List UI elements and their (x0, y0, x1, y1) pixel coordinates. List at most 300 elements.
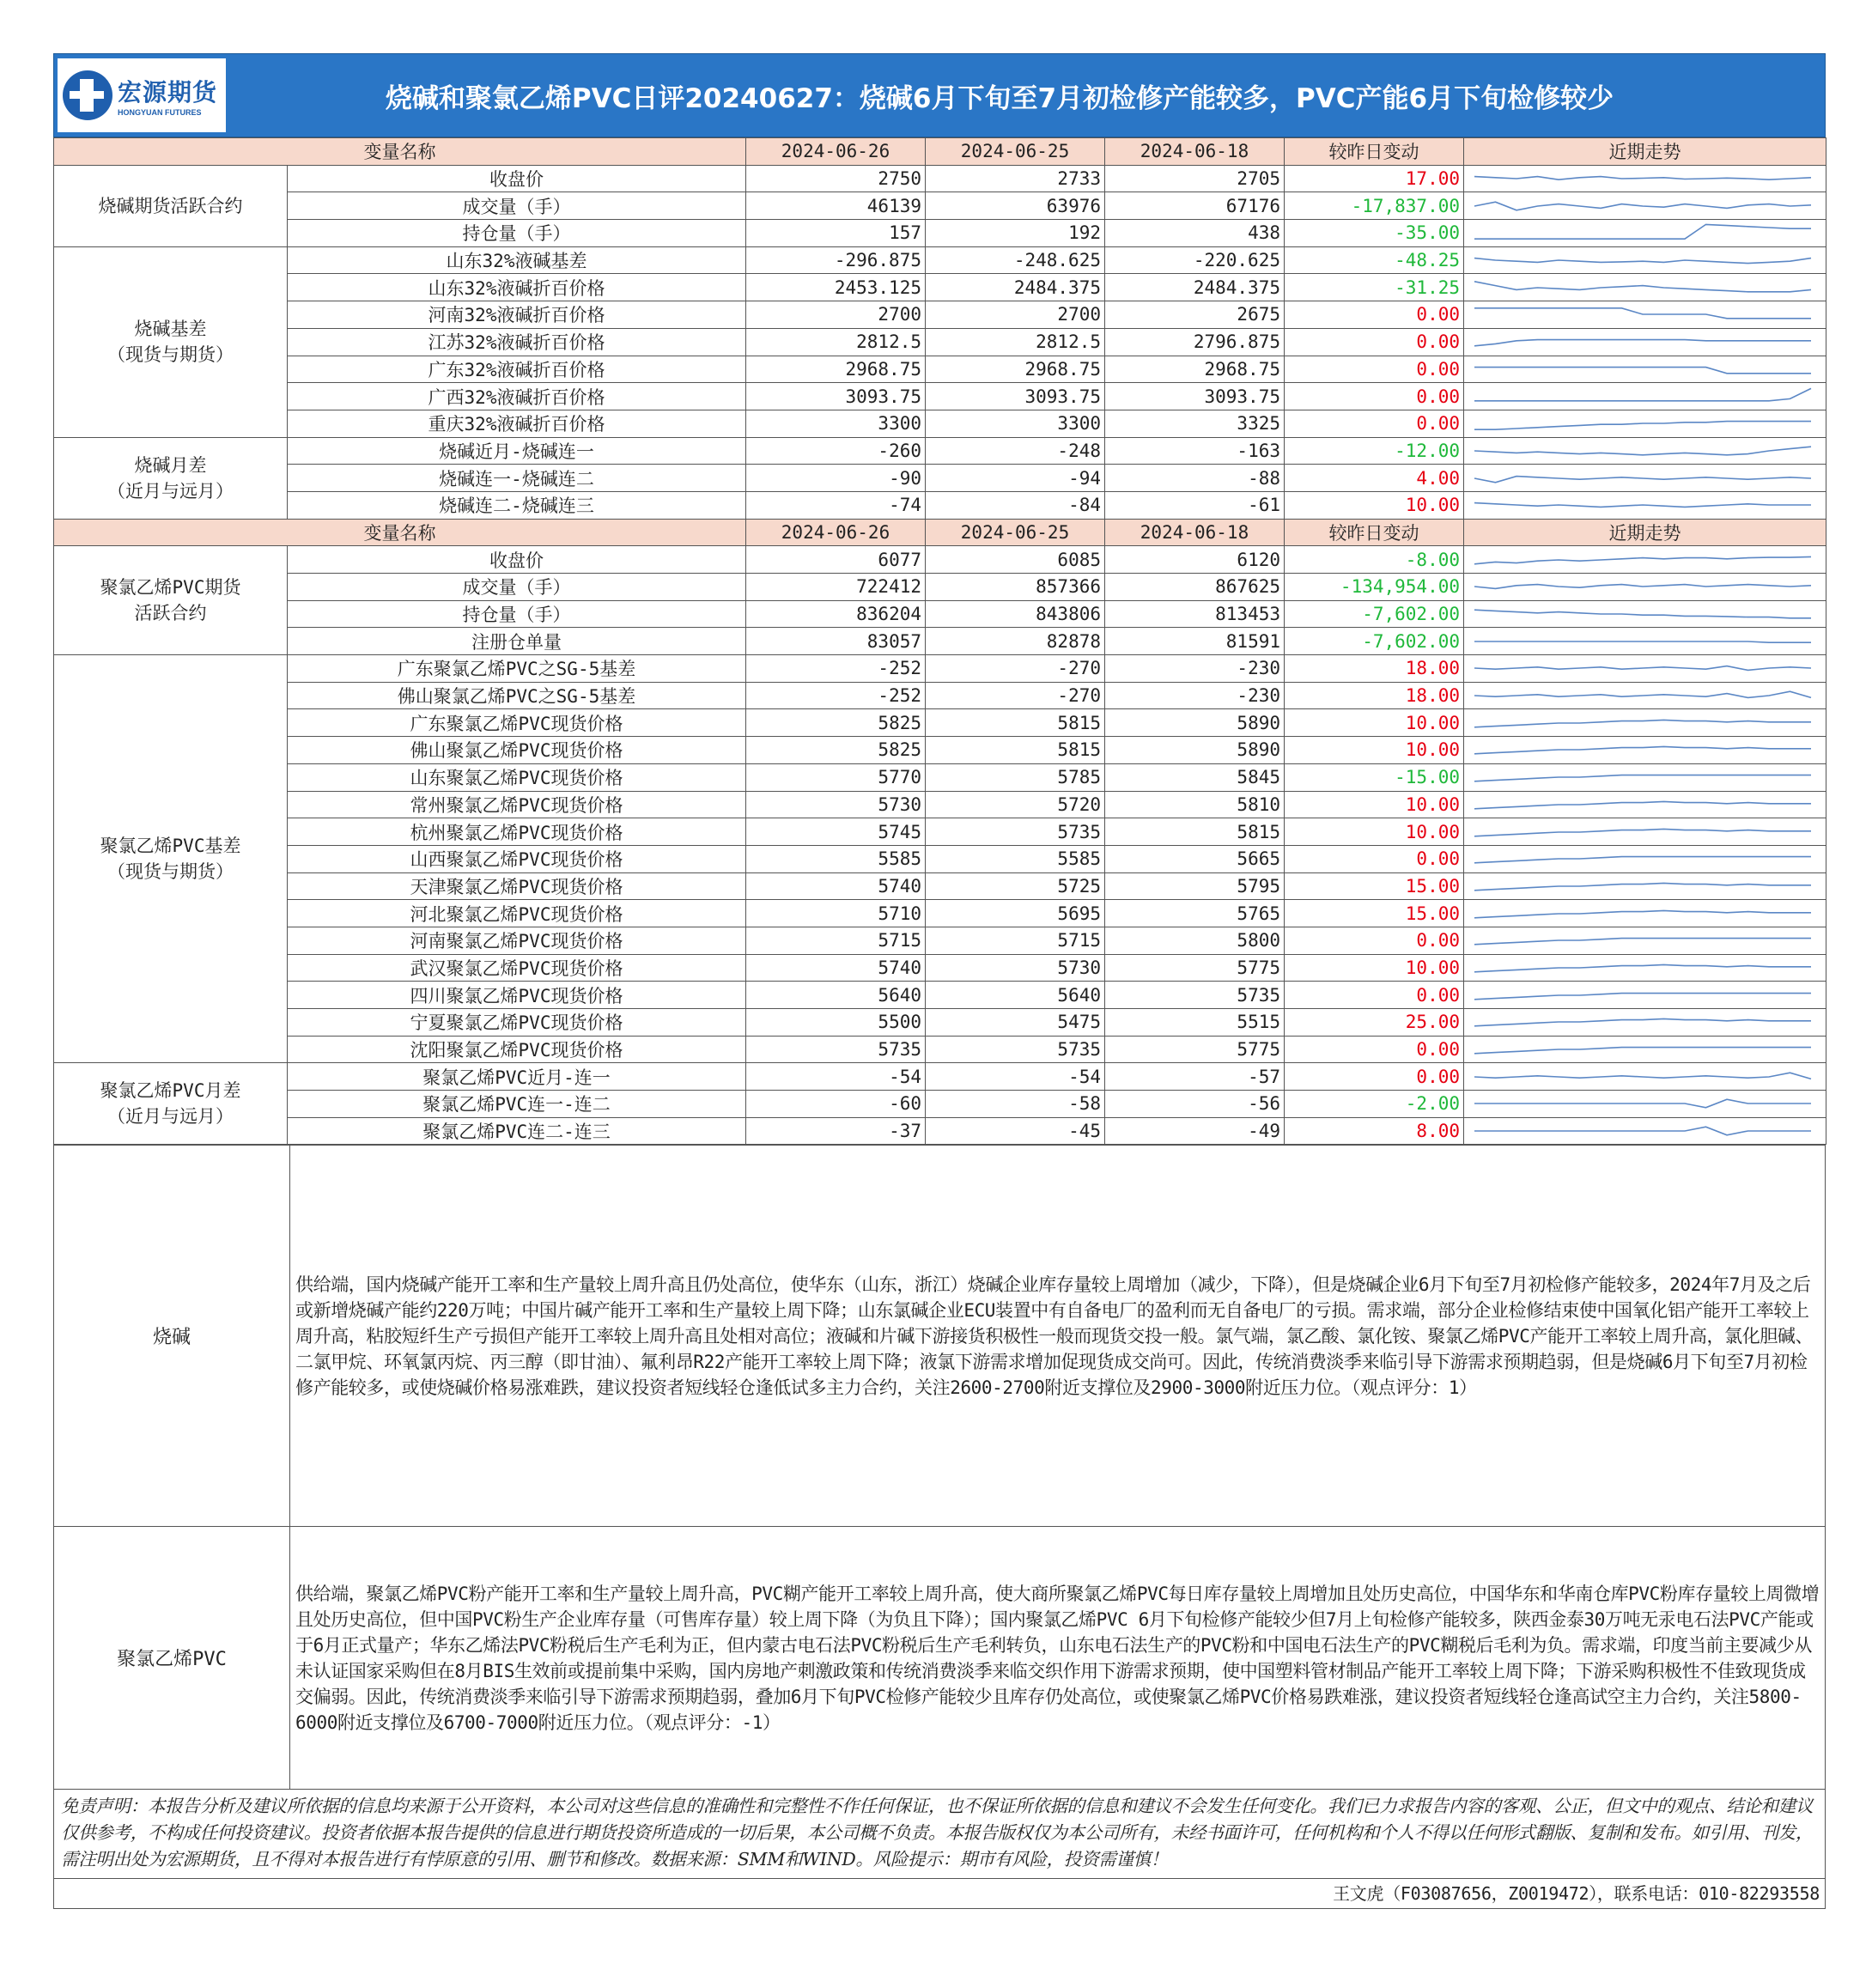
value-cell: 857366 (926, 574, 1105, 601)
variable-name: 山东聚氯乙烯PVC现货价格 (288, 763, 746, 791)
value-cell: 5765 (1105, 900, 1285, 927)
variable-name: 收盘价 (288, 546, 746, 574)
trend-sparkline-cell (1464, 600, 1826, 628)
variable-name: 烧碱连一-烧碱连二 (288, 465, 746, 492)
analyst-contact: 王文虎（F03087656，Z0019472），联系电话：010-82293558 (53, 1879, 1826, 1909)
value-cell: 5735 (926, 818, 1105, 846)
variable-name: 广东聚氯乙烯PVC现货价格 (288, 709, 746, 737)
trend-sparkline (1466, 738, 1820, 762)
trend-sparkline-cell (1464, 927, 1826, 954)
variable-name: 持仓量（手） (288, 600, 746, 628)
value-cell: 3093.75 (746, 383, 926, 410)
value-cell: 2968.75 (926, 356, 1105, 383)
trend-sparkline-cell (1464, 274, 1826, 301)
trend-sparkline (1466, 1065, 1820, 1089)
column-header-date: 2024-06-18 (1105, 138, 1285, 166)
sparkline-path (1474, 666, 1811, 671)
comment-label: 烧碱 (54, 1146, 290, 1527)
table-row (54, 791, 1826, 818)
trend-sparkline (1466, 793, 1820, 817)
variable-name: 持仓量（手） (288, 220, 746, 247)
sparkline-path (1474, 340, 1811, 346)
value-cell: 2812.5 (926, 328, 1105, 356)
trend-sparkline-cell (1464, 1036, 1826, 1063)
sparkline-path (1474, 422, 1811, 430)
sparkline-path (1474, 775, 1811, 781)
value-cell: 5585 (746, 845, 926, 872)
trend-sparkline-cell (1464, 246, 1826, 274)
change-cell: 10.00 (1285, 954, 1464, 982)
value-cell: 5800 (1105, 927, 1285, 954)
table-row (54, 274, 1826, 301)
trend-sparkline-cell (1464, 328, 1826, 356)
column-header-date: 2024-06-18 (1105, 519, 1285, 546)
value-cell: 2796.875 (1105, 328, 1285, 356)
trend-sparkline (1466, 548, 1820, 572)
trend-sparkline-cell (1464, 437, 1826, 465)
value-cell: -54 (926, 1063, 1105, 1091)
value-cell: 2453.125 (746, 274, 926, 301)
sparkline-path (1474, 641, 1811, 642)
trend-sparkline (1466, 902, 1820, 926)
change-cell: -7,602.00 (1285, 600, 1464, 628)
trend-sparkline (1466, 656, 1820, 680)
trend-sparkline-cell (1464, 954, 1826, 982)
table-row (54, 383, 1826, 410)
trend-sparkline-cell (1464, 845, 1826, 872)
table-row (54, 1036, 1826, 1063)
variable-name: 沈阳聚氯乙烯PVC现货价格 (288, 1036, 746, 1063)
comment-row-pvc (54, 1527, 1826, 1790)
table-row (54, 546, 1826, 574)
value-cell: 2484.375 (926, 274, 1105, 301)
column-header-date: 2024-06-26 (746, 519, 926, 546)
sparkline-path (1474, 1100, 1811, 1109)
value-cell: 3325 (1105, 410, 1285, 437)
value-cell: 5770 (746, 763, 926, 791)
change-cell: 17.00 (1285, 165, 1464, 192)
variable-name: 聚氯乙烯PVC连二-连三 (288, 1117, 746, 1145)
sparkline-path (1474, 691, 1811, 697)
trend-sparkline-cell (1464, 709, 1826, 737)
table-row (54, 818, 1826, 846)
variable-name: 成交量（手） (288, 192, 746, 220)
sparkline-path (1474, 801, 1811, 808)
change-cell: 0.00 (1285, 845, 1464, 872)
variable-name: 宁夏聚氯乙烯PVC现货价格 (288, 1009, 746, 1037)
value-cell: 5825 (746, 709, 926, 737)
trend-sparkline (1466, 711, 1820, 735)
variable-name: 山东32%液碱折百价格 (288, 274, 746, 301)
variable-name: 烧碱连二-烧碱连三 (288, 491, 746, 519)
trend-sparkline-cell (1464, 655, 1826, 683)
trend-sparkline (1466, 194, 1820, 218)
comment-text: 供给端，国内烧碱产能开工率和生产量较上周升高且仍处高位，使华东（山东，浙江）烧碱企业库存量较上周增加（减少，下降），但是烧碱企业6月下旬至7月初检修产能较多，2024年7月及之后或新增烧碱产能约220万吨；中国片碱产能开工率和生产量较上周下降；山东氯碱企业ECU装置中有自备电厂的盈利而无自备电厂的亏损。需求端，部分企业检修结束使中国氧化铝产能开工率较上周升高，粘胶短纤生产亏损但产能开工率较上周升高且处相对高位；液碱和片碱下游接货积极性一般而现货交投一般。氯气端，氯乙酸、氯化铵、聚氯乙烯PVC产能开工率较上周升高，氯化胆碱、二氯甲烷、环氧氯丙烷、丙三醇（即甘油）、氟利昂R22产能开工率较上周下降；液氯下游需求增加促现货成交尚可。因此，传统消费淡季来临引导下游需求预期趋弱，但是烧碱6月下旬至7月初检修产能较多，或使烧碱价格易涨难跌，建议投资者短线轻仓逢低试多主力合约，关注2600-2700附近支撑位及2900-3000附近压力位。（观点评分：1） (290, 1146, 1826, 1527)
value-cell: 5500 (746, 1009, 926, 1037)
sparkline-path (1474, 964, 1811, 971)
trend-sparkline (1466, 357, 1820, 381)
value-cell: 5475 (926, 1009, 1105, 1037)
trend-sparkline (1466, 629, 1820, 654)
value-cell: 5795 (1105, 872, 1285, 900)
value-cell: 67176 (1105, 192, 1285, 220)
value-cell: 5710 (746, 900, 926, 927)
trend-sparkline (1466, 874, 1820, 898)
trend-sparkline-cell (1464, 220, 1826, 247)
column-header-variable: 变量名称 (54, 138, 746, 166)
value-cell: 5785 (926, 763, 1105, 791)
table-row (54, 356, 1826, 383)
value-cell: 83057 (746, 628, 926, 655)
change-cell: 18.00 (1285, 655, 1464, 683)
table-row (54, 192, 1826, 220)
value-cell: 5815 (926, 737, 1105, 764)
trend-sparkline-cell (1464, 301, 1826, 329)
table-row (54, 574, 1826, 601)
value-cell: 6120 (1105, 546, 1285, 574)
logo-icon (63, 70, 112, 120)
trend-sparkline-cell (1464, 791, 1826, 818)
table-row (54, 1117, 1826, 1145)
value-cell: 46139 (746, 192, 926, 220)
variable-name: 杭州聚氯乙烯PVC现货价格 (288, 818, 746, 846)
trend-sparkline-cell (1464, 982, 1826, 1009)
variable-name: 广东聚氯乙烯PVC之SG-5基差 (288, 655, 746, 683)
trend-sparkline-cell (1464, 737, 1826, 764)
trend-sparkline (1466, 221, 1820, 245)
change-cell: -8.00 (1285, 546, 1464, 574)
value-cell: 5665 (1105, 845, 1285, 872)
value-cell: 6077 (746, 546, 926, 574)
sparkline-path (1474, 388, 1811, 400)
trend-sparkline-cell (1464, 763, 1826, 791)
trend-sparkline (1466, 302, 1820, 326)
trend-sparkline (1466, 1119, 1820, 1143)
column-header-trend: 近期走势 (1464, 519, 1826, 546)
table-row (54, 845, 1826, 872)
trend-sparkline-cell (1464, 192, 1826, 220)
logo-name-cn: 宏源期货 (118, 78, 218, 106)
variable-name: 江苏32%液碱折百价格 (288, 328, 746, 356)
value-cell: -49 (1105, 1117, 1285, 1145)
value-cell: 813453 (1105, 600, 1285, 628)
value-cell: 5735 (926, 1036, 1105, 1063)
variable-name: 常州聚氯乙烯PVC现货价格 (288, 791, 746, 818)
variable-name: 成交量（手） (288, 574, 746, 601)
variable-name: 重庆32%液碱折百价格 (288, 410, 746, 437)
change-cell: 0.00 (1285, 1036, 1464, 1063)
value-cell: 3093.75 (926, 383, 1105, 410)
trend-sparkline-cell (1464, 900, 1826, 927)
value-cell: -57 (1105, 1063, 1285, 1091)
variable-name: 河北聚氯乙烯PVC现货价格 (288, 900, 746, 927)
variable-name: 收盘价 (288, 165, 746, 192)
sparkline-path (1474, 308, 1811, 319)
change-cell: 25.00 (1285, 1009, 1464, 1037)
table-row (54, 954, 1826, 982)
value-cell: 722412 (746, 574, 926, 601)
variable-name: 武汉聚氯乙烯PVC现货价格 (288, 954, 746, 982)
value-cell: -56 (1105, 1091, 1285, 1118)
value-cell: 5735 (1105, 982, 1285, 1009)
value-cell: 63976 (926, 192, 1105, 220)
value-cell: -37 (746, 1117, 926, 1145)
variable-name: 四川聚氯乙烯PVC现货价格 (288, 982, 746, 1009)
value-cell: -84 (926, 491, 1105, 519)
disclaimer: 免责声明：本报告分析及建议所依据的信息均来源于公开资料，本公司对这些信息的准确性和完整性不作任何保证，也不保证所依据的信息和建议不会发生任何变化。我们已力求报告内容的客观、公正，但文中的观点、结论和建议仅供参考，不构成任何投资建议。投资者依据本报告提供的信息进行期货投资所造成的一切后果，本公司概不负责。本报告版权仅为本公司所有，未经书面许可，任何机构和个人不得以任何形式翻版、复制和发布。如引用、刊发，需注明出处为宏源期货，且不得对本报告进行有悖原意的引用、删节和修改。数据来源：SMM和WIND。风险提示：期市有风险，投资需谨慎！ (53, 1790, 1826, 1879)
variable-name: 聚氯乙烯PVC近月-连一 (288, 1063, 746, 1091)
change-cell: 0.00 (1285, 1063, 1464, 1091)
sparkline-path (1474, 720, 1811, 727)
table-row (54, 465, 1826, 492)
value-cell: 5810 (1105, 791, 1285, 818)
trend-sparkline-cell (1464, 410, 1826, 437)
trend-sparkline (1466, 439, 1820, 463)
value-cell: 5745 (746, 818, 926, 846)
trend-sparkline (1466, 575, 1820, 599)
trend-sparkline-cell (1464, 1063, 1826, 1091)
sparkline-path (1474, 202, 1811, 210)
value-cell: 5825 (746, 737, 926, 764)
value-cell: -94 (926, 465, 1105, 492)
sparkline-path (1474, 177, 1811, 180)
table-row (54, 246, 1826, 274)
sparkline-path (1474, 447, 1811, 455)
variable-name: 聚氯乙烯PVC连一-连二 (288, 1091, 746, 1118)
sparkline-path (1474, 829, 1811, 836)
change-cell: -15.00 (1285, 763, 1464, 791)
change-cell: 15.00 (1285, 900, 1464, 927)
trend-sparkline (1466, 411, 1820, 435)
data-table (53, 137, 1826, 1145)
table-row (54, 628, 1826, 655)
value-cell: 2733 (926, 165, 1105, 192)
trend-sparkline (1466, 1091, 1820, 1116)
trend-sparkline-cell (1464, 818, 1826, 846)
value-cell: 5775 (1105, 954, 1285, 982)
value-cell: -248.625 (926, 246, 1105, 274)
value-cell: 867625 (1105, 574, 1285, 601)
variable-name: 山东32%液碱基差 (288, 246, 746, 274)
value-cell: -260 (746, 437, 926, 465)
value-cell: 2812.5 (746, 328, 926, 356)
value-cell: -252 (746, 682, 926, 709)
change-cell: -35.00 (1285, 220, 1464, 247)
table-row (54, 600, 1826, 628)
table-row (54, 763, 1826, 791)
value-cell: 5730 (746, 791, 926, 818)
change-cell: 0.00 (1285, 356, 1464, 383)
report (53, 53, 1826, 1909)
value-cell: -163 (1105, 437, 1285, 465)
change-cell: 4.00 (1285, 465, 1464, 492)
change-cell: -48.25 (1285, 246, 1464, 274)
trend-sparkline (1466, 820, 1820, 844)
table-row (54, 1091, 1826, 1118)
sparkline-path (1474, 1127, 1811, 1135)
value-cell: 5740 (746, 954, 926, 982)
table-header-row (54, 138, 1826, 166)
trend-sparkline (1466, 493, 1820, 517)
trend-sparkline-cell (1464, 872, 1826, 900)
change-cell: -12.00 (1285, 437, 1464, 465)
trend-sparkline (1466, 466, 1820, 490)
value-cell: 82878 (926, 628, 1105, 655)
value-cell: 438 (1105, 220, 1285, 247)
value-cell: 5735 (746, 1036, 926, 1063)
value-cell: 2968.75 (746, 356, 926, 383)
sparkline-path (1474, 258, 1811, 264)
table-row (54, 220, 1826, 247)
change-cell: 10.00 (1285, 818, 1464, 846)
trend-sparkline (1466, 1010, 1820, 1034)
value-cell: 3300 (926, 410, 1105, 437)
sparkline-path (1474, 857, 1811, 863)
value-cell: 5720 (926, 791, 1105, 818)
group-label: 聚氯乙烯PVC基差 （现货与期货） (54, 655, 288, 1063)
sparkline-path (1474, 282, 1811, 292)
trend-sparkline (1466, 602, 1820, 626)
value-cell: 5715 (746, 927, 926, 954)
variable-name: 山西聚氯乙烯PVC现货价格 (288, 845, 746, 872)
value-cell: 5740 (746, 872, 926, 900)
table-row (54, 655, 1826, 683)
comment-label: 聚氯乙烯PVC (54, 1527, 290, 1790)
value-cell: 6085 (926, 546, 1105, 574)
table-row (54, 410, 1826, 437)
change-cell: 15.00 (1285, 872, 1464, 900)
trend-sparkline (1466, 385, 1820, 409)
trend-sparkline-cell (1464, 165, 1826, 192)
report-title: 烧碱和聚氯乙烯PVC日评20240627：烧碱6月下旬至7月初检修产能较多，PVC产能6月下旬检修较少 (385, 82, 1614, 114)
sparkline-path (1474, 367, 1811, 373)
value-cell: 5640 (926, 982, 1105, 1009)
variable-name: 广东32%液碱折百价格 (288, 356, 746, 383)
value-cell: 5890 (1105, 737, 1285, 764)
value-cell: 5725 (926, 872, 1105, 900)
trend-sparkline (1466, 928, 1820, 952)
column-header-date: 2024-06-26 (746, 138, 926, 166)
variable-name: 佛山聚氯乙烯PVC之SG-5基差 (288, 682, 746, 709)
value-cell: 5730 (926, 954, 1105, 982)
commentary-table (53, 1145, 1826, 1790)
change-cell: -134,954.00 (1285, 574, 1464, 601)
trend-sparkline (1466, 956, 1820, 980)
column-header-variable: 变量名称 (54, 519, 746, 546)
value-cell: 5640 (746, 982, 926, 1009)
group-label: 聚氯乙烯PVC月差 （近月与远月） (54, 1063, 288, 1145)
value-cell: 5585 (926, 845, 1105, 872)
trend-sparkline-cell (1464, 1091, 1826, 1118)
comment-row-caustic-soda (54, 1146, 1826, 1527)
change-cell: 0.00 (1285, 410, 1464, 437)
logo-name-en: HONGYUAN FUTURES (118, 108, 202, 117)
table-row (54, 982, 1826, 1009)
group-label: 烧碱月差 （近月与远月） (54, 437, 288, 519)
table-row (54, 437, 1826, 465)
value-cell: -45 (926, 1117, 1105, 1145)
trend-sparkline (1466, 167, 1820, 191)
trend-sparkline (1466, 684, 1820, 708)
sparkline-path (1474, 1073, 1811, 1079)
group-label: 烧碱期货活跃合约 (54, 165, 288, 246)
table-row (54, 872, 1826, 900)
change-cell: 10.00 (1285, 791, 1464, 818)
value-cell: 5890 (1105, 709, 1285, 737)
trend-sparkline-cell (1464, 682, 1826, 709)
value-cell: -230 (1105, 655, 1285, 683)
value-cell: -270 (926, 655, 1105, 683)
value-cell: 3300 (746, 410, 926, 437)
value-cell: 5515 (1105, 1009, 1285, 1037)
table-header-row (54, 519, 1826, 546)
change-cell: 0.00 (1285, 982, 1464, 1009)
table-row (54, 301, 1826, 329)
sparkline-path (1474, 1048, 1811, 1054)
table-row (54, 737, 1826, 764)
change-cell: 8.00 (1285, 1117, 1464, 1145)
value-cell: -60 (746, 1091, 926, 1118)
column-header-trend: 近期走势 (1464, 138, 1826, 166)
comment-text: 供给端，聚氯乙烯PVC粉产能开工率和生产量较上周升高，PVC糊产能开工率较上周升高，使大商所聚氯乙烯PVC每日库存量较上周增加且处历史高位，中国华东和华南仓库PVC粉库存量较上周微增且处历史高位，但中国PVC粉生产企业库存量（可售库存量）较上周下降（为负且下降）；国内聚氯乙烯PVC 6月下旬检修产能较少但7月上旬检修产能较多，陕西金泰30万吨无汞电石法PVC产能或于6月正式量产；华东乙烯法PVC粉税后生产毛利为正，但内蒙古电石法PVC粉税后生产毛利转负，山东电石法生产的PVC粉和中国电石法生产的PVC糊税后毛利为负。需求端，印度当前主要减少从未认证国家采购但在8月BIS生效前或提前集中采购，国内房地产刺激政策和传统消费淡季来临交织作用下游需求预期，使中国塑料管材制品产能开工率较上周下降；下游采购积极性不佳致现货成交偏弱。因此，传统消费淡季来临引导下游需求预期趋弱，叠加6月下旬PVC检修产能较少且库存仍处高位，或使聚氯乙烯PVC价格易跌难涨，建议投资者短线轻仓逢高试空主力合约，关注5800-6000附近支撑位及6700-7000附近压力位。（观点评分：-1） (290, 1527, 1826, 1790)
value-cell: 2705 (1105, 165, 1285, 192)
value-cell: 2700 (926, 301, 1105, 329)
sparkline-path (1474, 503, 1811, 508)
variable-name: 烧碱近月-烧碱连一 (288, 437, 746, 465)
value-cell: -248 (926, 437, 1105, 465)
table-row (54, 1063, 1826, 1091)
trend-sparkline-cell (1464, 628, 1826, 655)
change-cell: 0.00 (1285, 927, 1464, 954)
sparkline-path (1474, 993, 1811, 999)
table-row (54, 682, 1826, 709)
sparkline-path (1474, 610, 1811, 618)
change-cell: 0.00 (1285, 301, 1464, 329)
value-cell: -252 (746, 655, 926, 683)
value-cell: -230 (1105, 682, 1285, 709)
value-cell: -90 (746, 465, 926, 492)
trend-sparkline (1466, 765, 1820, 789)
value-cell: 81591 (1105, 628, 1285, 655)
value-cell: 157 (746, 220, 926, 247)
column-header-change: 较昨日变动 (1285, 138, 1464, 166)
value-cell: -54 (746, 1063, 926, 1091)
variable-name: 广西32%液碱折百价格 (288, 383, 746, 410)
variable-name: 佛山聚氯乙烯PVC现货价格 (288, 737, 746, 764)
trend-sparkline-cell (1464, 574, 1826, 601)
column-header-change: 较昨日变动 (1285, 519, 1464, 546)
sparkline-path (1474, 476, 1811, 482)
value-cell: 5845 (1105, 763, 1285, 791)
sparkline-path (1474, 910, 1811, 917)
sparkline-path (1474, 1019, 1811, 1026)
change-cell: -17,837.00 (1285, 192, 1464, 220)
value-cell: 2968.75 (1105, 356, 1285, 383)
change-cell: -7,602.00 (1285, 628, 1464, 655)
value-cell: 3093.75 (1105, 383, 1285, 410)
value-cell: 192 (926, 220, 1105, 247)
value-cell: -220.625 (1105, 246, 1285, 274)
variable-name: 河南32%液碱折百价格 (288, 301, 746, 329)
value-cell: 2675 (1105, 301, 1285, 329)
trend-sparkline-cell (1464, 1117, 1826, 1145)
value-cell: -296.875 (746, 246, 926, 274)
trend-sparkline (1466, 330, 1820, 354)
sparkline-path (1474, 939, 1811, 945)
change-cell: -31.25 (1285, 274, 1464, 301)
value-cell: -74 (746, 491, 926, 519)
trend-sparkline (1466, 1037, 1820, 1061)
